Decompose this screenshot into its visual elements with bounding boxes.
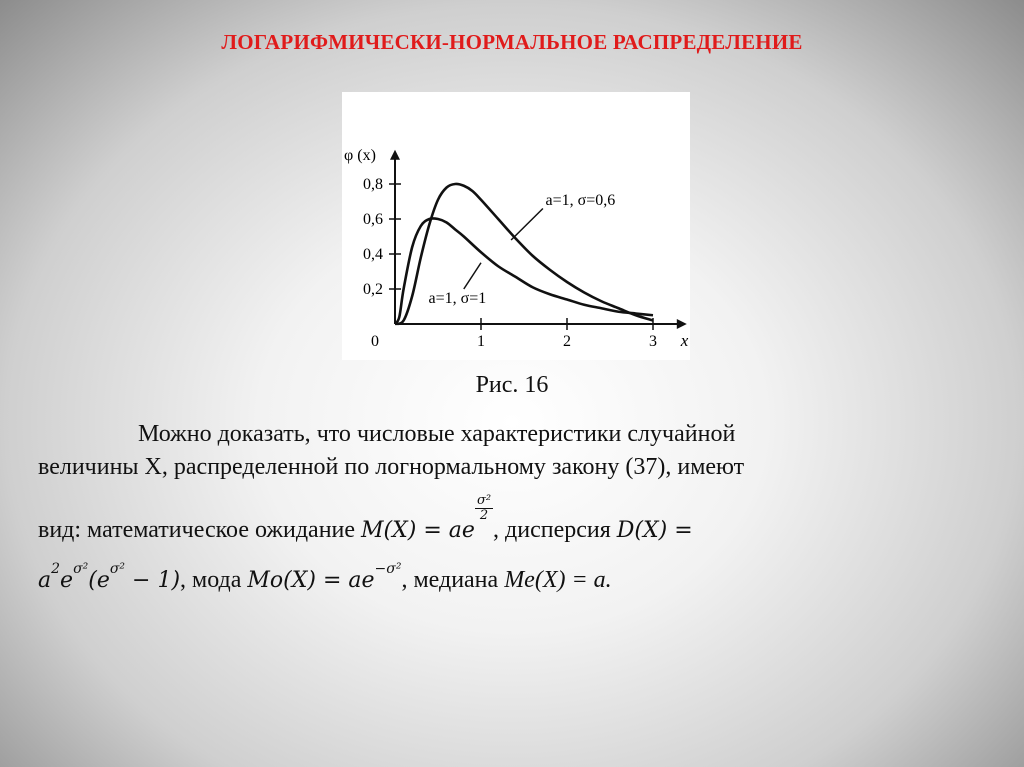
variance-paren-open: (e [88,568,110,593]
y-axis-arrow [390,150,400,160]
word: по [344,454,370,480]
word: доказать, [217,421,311,447]
y-tick-label: 0,4 [363,246,383,263]
series-line-2 [395,218,653,324]
series-2-label: a=1, σ=1 [428,290,487,307]
median-label: , медиана [401,567,499,593]
mean-exp-num: σ² [476,493,492,508]
x-tick-label: 2 [563,333,571,350]
y-axis-label: φ (x) [344,146,376,164]
x-tick-label: 0 [371,333,379,350]
figure-caption: Рис. 16 [475,372,549,398]
word: X, [144,454,168,480]
chart-figure [342,92,690,360]
slide-title: ЛОГАРИФМИЧЕСКИ-НОРМАЛЬНОЕ РАСПРЕДЕЛЕНИЕ [221,30,803,54]
median-expr: Me(X) = a. [504,567,612,593]
y-tick-label: 0,6 [363,211,383,228]
line3-intro: вид: математическое ожидание [38,517,356,543]
word: распределенной [173,454,339,480]
mode-label: , мода [180,567,242,593]
word: что [316,421,351,447]
word: случайной [627,421,736,447]
variance-e: e [60,568,74,593]
variance-paren-close: − 1) [125,568,181,593]
word: числовые [356,421,455,447]
mean-exp-den: 2 [479,508,489,523]
word: характеристики [460,421,622,447]
word: закону [551,454,620,480]
series-1-leader [511,209,543,241]
word: величины [38,454,139,480]
paragraph-line-4 [38,553,986,597]
paragraph-line-1 [38,418,986,451]
mode-sup: −σ² [374,561,402,577]
word: (37), [625,454,672,480]
x-tick-label: 1 [477,333,485,350]
mode-expr: Mo(X) = ae [247,568,375,593]
paragraph-line-2 [38,451,986,484]
series-2-leader [464,263,481,289]
mean-exponent [475,494,493,523]
variance-a-sup: 2 [51,561,61,577]
variance-a: a [38,568,52,593]
variance-e-sup: σ² [73,561,89,577]
after-mean: , дисперсия [493,517,611,543]
lognormal-chart [342,92,690,360]
variance-paren-sup: σ² [109,561,126,577]
word: логнормальному [375,454,546,480]
series-1-label: a=1, σ=0,6 [545,192,616,209]
x-tick-label: 3 [649,333,657,350]
word: имеют [677,454,745,480]
y-tick-label: 0,2 [363,281,383,298]
paragraph-line-3 [38,494,986,547]
variance-lhs: D(X) = [616,518,693,543]
paragraph [38,418,986,597]
mean-lhs: M(X) = ae [361,518,475,543]
word: Можно [138,421,212,447]
x-axis-arrow [677,319,687,329]
x-axis-label: x [680,331,689,350]
mean-formula [361,493,617,543]
y-tick-label: 0,8 [363,176,383,193]
